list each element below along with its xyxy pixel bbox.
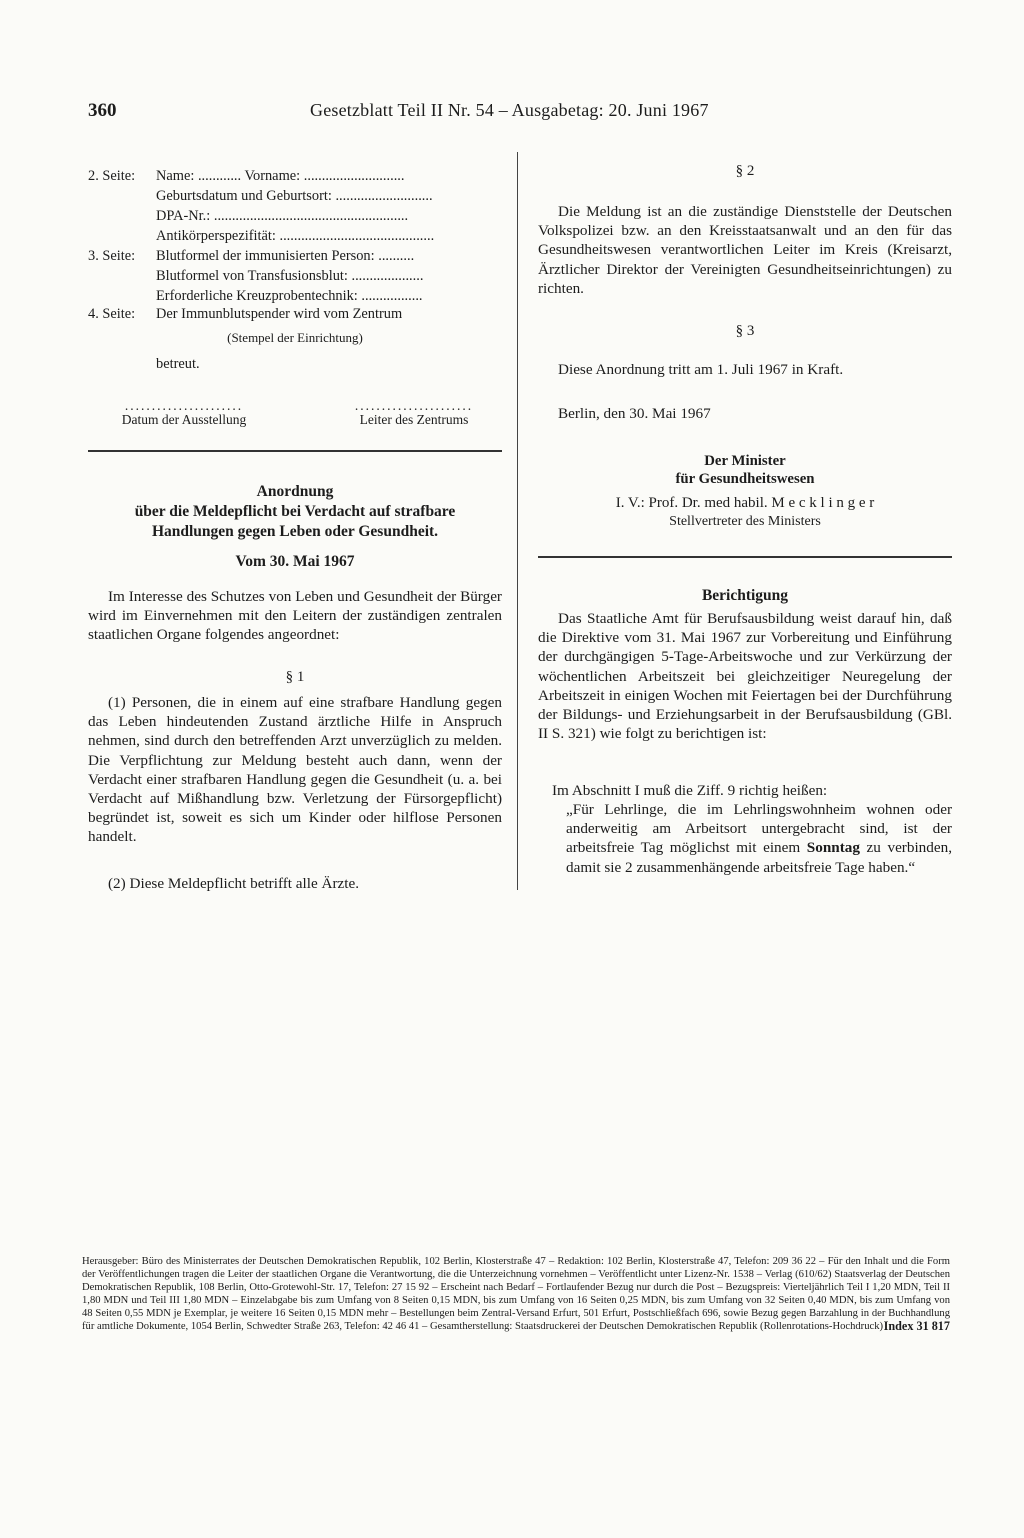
signature-dots: ...................... [354,398,474,413]
section-2-paragraph [538,202,952,298]
heading-line: Handlungen gegen Leben oder Gesundheit. [151,523,439,540]
anordnung-heading [78,482,512,542]
form-row [88,226,502,246]
form-row-label: 3. Seite: [88,248,136,264]
form-row-text: Geburtsdatum und Geburtsort: ........................... [156,188,433,204]
section-3-mark: § 3 [735,323,755,339]
section-1-paragraph-2 [88,874,502,893]
signature-date [96,400,272,428]
imprint-text: Herausgeber: Büro des Ministerrates der Deutschen Demokratischen Republik, 102 Berlin, Klosterstraße 47 – Redaktion: 102 Berlin, Klosterstraße 47, Telefon: 209 36 22 – Für den Inhalt und die Form der Veröffentlichungen tragen die Leiter der staatlichen Organe die Verantwortung, die die Unterzeichnung vornehmen – Veröffentlicht unter Lizenz-Nr. 1538 – Verlag (610/62) Staatsverlag der Deutschen Demokratischen Republik, 108 Berlin, Otto-Grotewohl-Str. 17, Telefon: 27 15 92 – Erscheint nach Bedarf – Fortlaufender Bezug nur durch die Post – Bezugspreis: Vierteljährlich Teil I 1,20 MDN, Teil II 1,80 MDN und Teil III 1,80 MDN – Einzelabgabe bis zum Umfang von 8 Seiten 0,15 MDN, bis zum Umfang von 16 Seiten 0,25 MDN, bis zum Umfang von 32 Seiten 0,40 MDN, bis zum Umfang von 48 Seiten 0,55 MDN je Exemplar, je weitere 16 Seiten 0,15 MDN mehr – Bestellungen beim Zentral-Versand Erfurt, 501 Erfurt, Postschließfach 696, sowie Bezug gegen Barzahlung in der Buchhandlung für amtliche Dokumente, 1054 Berlin, Schwedter Straße 263, Telefon: 42 46 41 – Gesamtherstellung: Staatsdruckerei der Deutschen Demokratischen Republik (Rollenrotations-Hochdruck) [82,1256,950,1332]
minister-line: für Gesundheitswesen [675,471,815,487]
form-row-text: Blutformel von Transfusionsblut: .................... [156,268,424,284]
signature-date-label: Datum der Ausstellung [121,412,247,427]
section-1-text-1: (1) Personen, die in einem auf eine strafbare Handlung gegen das Leben hindeutenden Zustand ärztliche Hilfe in Anspruch nehmen, sind durch den betreffenden Arzt unverzüglich zu melden. Die Verpflichtung zur Meldung besteht auch dann, wenn der Verdacht einer strafbaren Handlung gegen die Gesundheit (u. a. bei Verdacht auf Mißhandlung bzw. Verletzung der Fürsorgepflicht) begründet ist, soweit es sich um Kinder oder hilflose Personen handelt. [88,694,502,846]
section-2-text: Die Meldung ist an die zuständige Dienststelle der Deutschen Volkspolizei bzw. an den Kreisstaatsanwalt und an den für das Gesundheitswesen verantwortlichen Leiter im Kreis (Kreisarzt, Ärztlicher Direktor der Vereinigten Gesundheitseinrichtungen) zu richten. [538,203,952,297]
signature-leader-label: Leiter des Zentrums [359,412,469,427]
form-row-label: 2. Seite: [88,168,136,184]
section-rule [88,450,502,452]
form-row [88,186,502,206]
berichtigung-instruction [538,781,952,800]
imprint-footer [82,1255,950,1333]
heading-line: Anordnung [256,483,334,500]
berichtigung-text: Das Staatliche Amt für Berufsausbildung weist darauf hin, daß die Direktive vom 31. Mai 1967 zur Vorbereitung und Einführung der durchgängigen 5-Tage-Arbeitswoche und zur Verkürzung der wöchentlichen Arbeitszeit bei gleichzeitiger Neuregelung der Arbeitszeit in einigen Wochen mit Feiertagen bei der Durchführung der Bildungs- und Erziehungsarbeit in der Berufsausbildung (GBl. II S. 321) wie folgt zu berichtigen ist: [538,610,952,743]
heading-line: über die Meldepflicht bei Verdacht auf strafbare [134,503,456,520]
section-rule [538,556,952,558]
signatory: I. V.: Prof. Dr. med habil. M e c k l i n g e r [615,495,875,511]
signatory-role: Stellvertreter des Ministers [669,514,821,529]
page-number: 360 [88,100,117,121]
quote-bold-word: Sonntag [806,839,860,857]
index-number: Index 31 817 [883,1319,950,1333]
form-row-text: Name: ............ Vorname: ............................ [156,168,405,184]
signature-leader [324,400,504,428]
form-row-text: Blutformel der immunisierten Person: .......... [156,248,415,264]
berichtigung-quote [566,800,952,877]
place-date-text: Berlin, den 30. Mai 1967 [558,405,711,422]
form-row-text: Antikörperspezifität: ........................................... [156,228,435,244]
section-3-text: Diese Anordnung tritt am 1. Juli 1967 in Kraft. [558,361,844,378]
section-1-mark: § 1 [285,669,305,685]
form-row-text: Erforderliche Kreuzprobentechnik: ................. [156,288,423,304]
form-row [88,206,502,226]
form-row [88,286,502,306]
minister-line: Der Minister [704,453,786,469]
form-row [88,266,502,286]
form-row [88,246,502,266]
anordnung-date: Vom 30. Mai 1967 [235,553,355,570]
form-row-text: DPA-Nr.: ...................................................... [156,208,409,224]
stamp-note: (Stempel der Einrichtung) [227,330,363,345]
page-header [88,100,952,126]
section-1-paragraph-1 [88,693,502,847]
betreut-text: betreut. [156,356,200,372]
place-date [538,404,952,423]
form-row-text: Der Immunblutspender wird vom Zentrum [156,306,403,322]
quote-text-end: zu verbinden, damit sie 2 zusammenhängende arbeitsfreie Tage haben.“ [566,839,953,876]
berichtigung-paragraph [538,609,952,743]
intro-text: Im Interesse des Schutzes von Leben und Gesundheit der Bürger wird im Einvernehmen mit den Leitern der zuständigen zentralen staatlichen Organe folgendes angeordnet: [88,588,502,644]
section-3-paragraph [538,360,952,379]
signature-dots: ...................... [124,398,244,413]
intro-paragraph [88,587,502,645]
section-1-text-2: (2) Diese Meldepflicht betrifft alle Ärzte. [108,875,360,892]
column-divider [517,152,518,890]
section-2-mark: § 2 [735,163,755,179]
form-row [88,166,502,186]
berichtigung-title: Berichtigung [701,587,789,604]
quote-text: „Für Lehrlinge, die im Lehrlingswohnheim wohnen oder anderweitig am Arbeitsort untergebracht sind, ist der arbeitsfreie Tag möglichst mit einem [566,801,952,857]
gazette-title: Gesetzblatt Teil II Nr. 54 – Ausgabetag: 20. Juni 1967 [310,100,709,120]
minister-title [538,452,952,488]
form-row-label: 4. Seite: [88,306,136,322]
berichtigung-instruction-text: Im Abschnitt I muß die Ziff. 9 richtig heißen: [552,782,828,799]
form-row [88,304,502,324]
